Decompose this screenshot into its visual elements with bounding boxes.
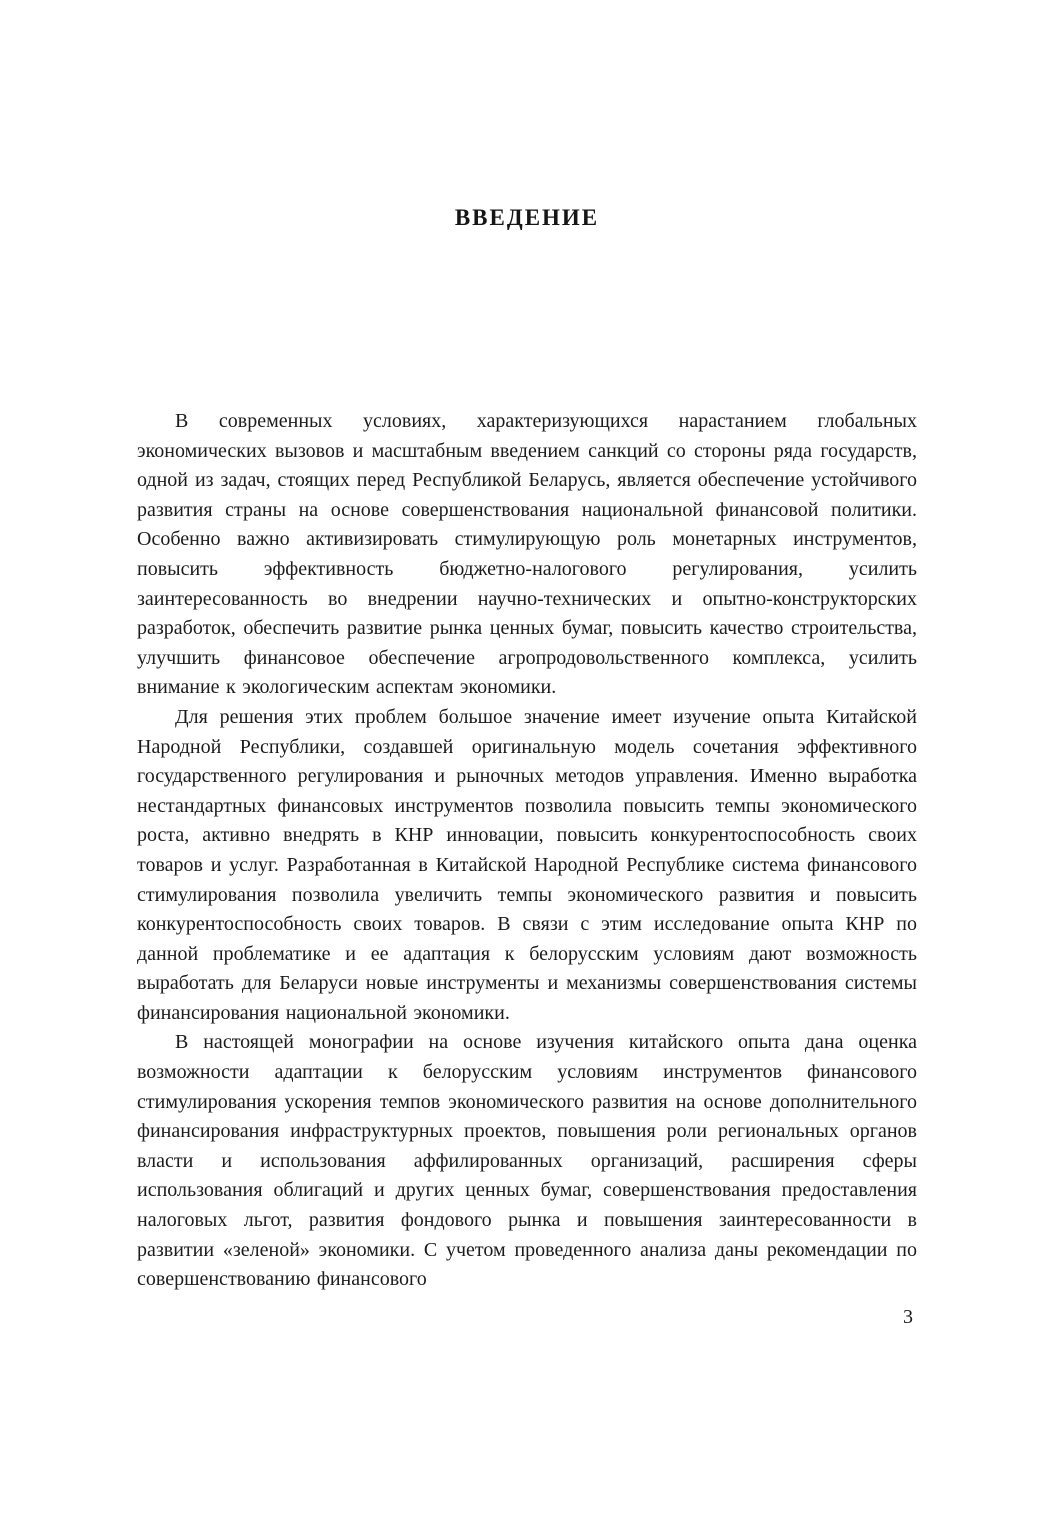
- page-title: ВВЕДЕНИЕ: [454, 205, 600, 230]
- page-content: [137, 0, 917, 1295]
- page-number: 3: [903, 1306, 913, 1328]
- paragraph: В современных условиях, характеризующихся нарастанием глобальных экономических вызовов и масштабным введением санкций со стороны ряда государств, одной из задач, стоящих перед Республикой Беларусь, является обеспечение устойчивого развития страны на основе совершенствования национальной финансовой политики. Особенно важно активизировать стимулирующую роль монетарных инструментов, повысить эффективность бюджетно-налогового регулирования, усилить заинтересованность во внедрении научно-технических и опытно-конструкторских разработок, обеспечить развитие рынка ценных бумаг, повысить качество строительства, улучшить финансовое обеспечение агропродовольственного комплекса, усилить внимание к экологическим аспектам экономики.: [137, 410, 917, 699]
- body-text: [137, 407, 917, 1295]
- paragraph: В настоящей монографии на основе изучения китайского опыта дана оценка возможности адаптации к белорусским условиям инструментов финансового стимулирования ускорения темпов экономического развития на основе дополнительного финансирования инфраструктурных проектов, повышения роли региональных органов власти и использования аффилированных организаций, расширения сферы использования облигаций и других ценных бумаг, совершенствования предоставления налоговых льгот, развития фондового рынка и повышения заинтересованности в развитии «зеленой» экономики. С учетом проведенного анализа даны рекомендации по совершенствованию финансового: [137, 1031, 917, 1291]
- paragraph: Для решения этих проблем большое значение имеет изучение опыта Китайской Народной Республики, создавшей оригинальную модель сочетания эффективного государственного регулирования и рыночных методов управления. Именно выработка нестандартных финансовых инструментов позволила повысить темпы экономического роста, активно внедрять в КНР инновации, повысить конкурентоспособность своих товаров и услуг. Разработанная в Китайской Народной Республике система финансового стимулирования позволила увеличить темпы экономического развития и повысить конкурентоспособность своих товаров. В связи с этим исследование опыта КНР по данной проблематике и ее адаптация к белорусским условиям дают возможность выработать для Беларуси новые инструменты и механизмы совершенствования системы финансирования национальной экономики.: [137, 705, 917, 1024]
